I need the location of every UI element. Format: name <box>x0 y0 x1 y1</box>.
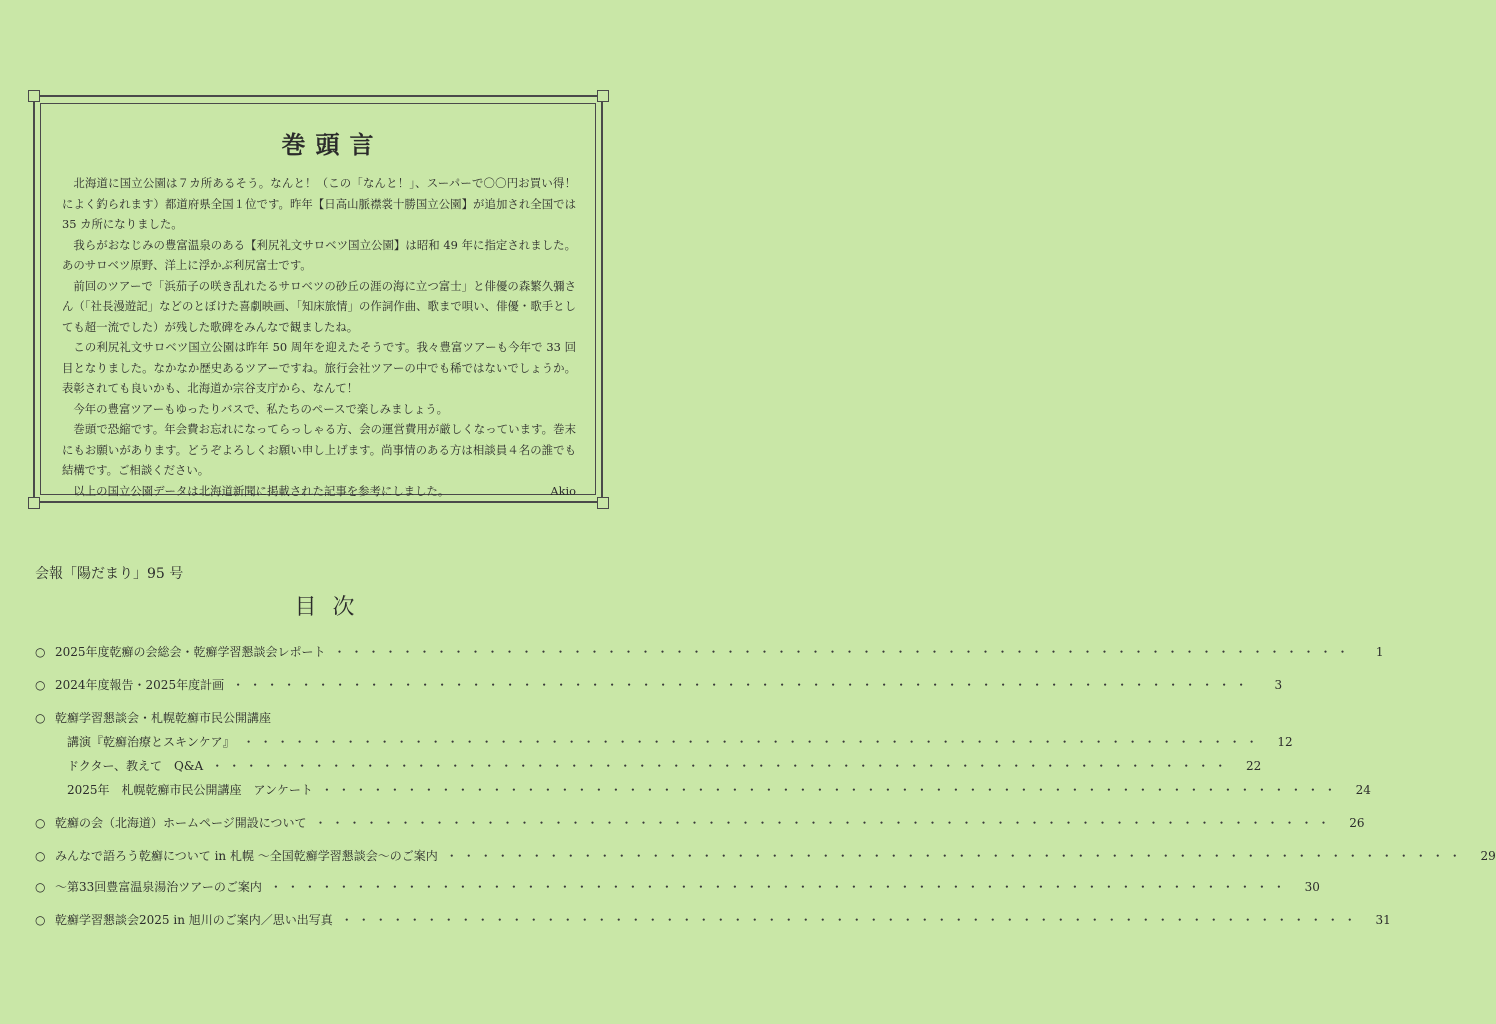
toc-leader: ・・・・・・・・・・・・・・・・・・・・・・・・・・・・・・・・・・・・・・・・・・・・・・・・・・・・・・・・・・・・ <box>333 645 1354 659</box>
toc-leader: ・・・・・・・・・・・・・・・・・・・・・・・・・・・・・・・・・・・・・・・・・・・・・・・・・・・・・・・・・・・・ <box>314 816 1335 830</box>
frame-corner <box>597 90 609 102</box>
toc-bullet: ○ <box>35 678 46 692</box>
frame-corner <box>597 497 609 509</box>
toc-bullet: ○ <box>35 880 46 894</box>
toc-subitem[interactable] <box>67 781 1371 799</box>
author-signature: Akio <box>550 483 576 498</box>
preface-paragraph: 巻頭で恐縮です。年会費お忘れになってらっしゃる方、会の運営費用が厳しくなっています。巻末にもお願いがあります。どうぞよろしくお願い申し上げます。尚事情のある方は相談員４名の誰でも結構です。ご相談ください。 <box>62 422 576 477</box>
preface-paragraph: 北海道に国立公園は７カ所あるそう。なんと！（この「なんと！」、スーパーで〇〇円お買い得！によく釣られます）都道府県全国１位です。昨年【日高山脈襟裳十勝国立公園】が追加され全国では 35 カ所になりました。 <box>62 176 576 231</box>
toc-label: 乾癬の会（北海道）ホームページ開設について <box>55 816 307 830</box>
preface-closing-text: 以上の国立公園データは北海道新聞に掲載された記事を参考にしました。 <box>73 483 450 498</box>
toc-item[interactable] <box>35 878 1320 896</box>
toc-label: 2024年度報告・2025年度計画 <box>55 678 225 692</box>
toc-page: 22 <box>1245 759 1262 773</box>
frame-corner <box>28 497 40 509</box>
toc-leader: ・・・・・・・・・・・・・・・・・・・・・・・・・・・・・・・・・・・・・・・・・・・・・・・・・・・・・・・・・・・・ <box>320 783 1341 797</box>
toc-bullet: ○ <box>35 913 46 927</box>
toc-label: 乾癬学習懇談会・札幌乾癬市民公開講座 <box>55 711 272 725</box>
toc-label: ～第33回豊富温泉湯治ツアーのご案内 <box>55 880 262 894</box>
issue-label: 会報「陽だまり」95 号 <box>35 566 184 582</box>
toc-item[interactable] <box>35 676 1283 694</box>
toc-label: みんなで語ろう乾癬について in 札幌 ～全国乾癬学習懇談会～のご案内 <box>55 849 438 863</box>
toc-leader: ・・・・・・・・・・・・・・・・・・・・・・・・・・・・・・・・・・・・・・・・・・・・・・・・・・・・・・・・・・・・ <box>269 880 1290 894</box>
preface-title: 巻頭言 <box>281 130 384 159</box>
toc-label: ドクター、教えて Q&A <box>67 759 204 773</box>
toc-bullet: ○ <box>35 645 46 659</box>
toc-page: 12 <box>1277 735 1293 749</box>
toc-page: 3 <box>1274 678 1283 692</box>
toc-page: 29 <box>1480 849 1496 863</box>
toc-label: 2025年 札幌乾癬市民公開講座 アンケート <box>67 783 313 797</box>
toc-leader: ・・・・・・・・・・・・・・・・・・・・・・・・・・・・・・・・・・・・・・・・・・・・・・・・・・・・・・・・・・・・ <box>242 735 1263 749</box>
toc-page: 26 <box>1349 816 1365 830</box>
toc-leader: ・・・・・・・・・・・・・・・・・・・・・・・・・・・・・・・・・・・・・・・・・・・・・・・・・・・・・・・・・・・・ <box>340 913 1361 927</box>
preface-paragraph: 前回のツアーで「浜茄子の咲き乱れたるサロベツの砂丘の涯の海に立つ富士」と俳優の森繁久彌さん（「社長漫遊記」などのとぼけた喜劇映画、「知床旅情」の作詞作曲、歌まで唄い、俳優・歌手としても超一流でした）が残した歌碑をみんなで観ましたね。 <box>62 278 576 334</box>
toc-label: 2025年度乾癬の会総会・乾癬学習懇談会レポート <box>55 645 326 659</box>
toc-label: 講演『乾癬治療とスキンケア』 <box>67 735 235 749</box>
preface-body <box>62 173 576 501</box>
toc-bullet: ○ <box>35 816 46 830</box>
preface-paragraph: 今年の豊富ツアーもゆったりバスで、私たちのペースで楽しみましょう。 <box>73 401 449 416</box>
toc-item[interactable] <box>35 709 607 727</box>
preface-paragraph <box>62 481 576 502</box>
toc-title: 目次 <box>294 595 371 620</box>
preface-paragraph: この利尻礼文サロベツ国立公園は昨年 50 周年を迎えたそうです。我々豊富ツアーも今年で 33 回目となりました。なかなか歴史あるツアーですね。旅行会社ツアーの中でも稀ではないでしょうか。表彰されても良いかも、北海道か宗谷支庁から、なんて！ <box>62 340 576 395</box>
toc-page: 1 <box>1375 645 1384 659</box>
preface-paragraph: 我らがおなじみの豊富温泉のある【利尻礼文サロベツ国立公園】は昭和 49 年に指定されました。あのサロベツ原野、洋上に浮かぶ利尻富士です。 <box>62 237 576 272</box>
toc-page: 31 <box>1375 913 1391 927</box>
toc-label: 乾癬学習懇談会2025 in 旭川のご案内／思い出写真 <box>55 913 333 927</box>
toc-bullet: ○ <box>35 711 46 725</box>
toc-subitem[interactable] <box>67 757 1262 775</box>
toc-item[interactable] <box>35 643 1384 661</box>
toc-leader: ・・・・・・・・・・・・・・・・・・・・・・・・・・・・・・・・・・・・・・・・・・・・・・・・・・・・・・・・・・・・ <box>445 849 1466 863</box>
toc-leader: ・・・・・・・・・・・・・・・・・・・・・・・・・・・・・・・・・・・・・・・・・・・・・・・・・・・・・・・・・・・・ <box>232 678 1253 692</box>
toc-item[interactable] <box>35 814 1365 832</box>
toc-item[interactable] <box>35 847 1496 865</box>
toc-page: 30 <box>1304 880 1320 894</box>
toc-item[interactable] <box>35 911 1391 929</box>
toc-page: 24 <box>1355 783 1371 797</box>
toc-subitem[interactable] <box>67 733 1293 751</box>
toc-leader: ・・・・・・・・・・・・・・・・・・・・・・・・・・・・・・・・・・・・・・・・・・・・・・・・・・・・・・・・・・・・ <box>211 759 1232 773</box>
frame-corner <box>28 90 40 102</box>
toc-bullet: ○ <box>35 849 46 863</box>
